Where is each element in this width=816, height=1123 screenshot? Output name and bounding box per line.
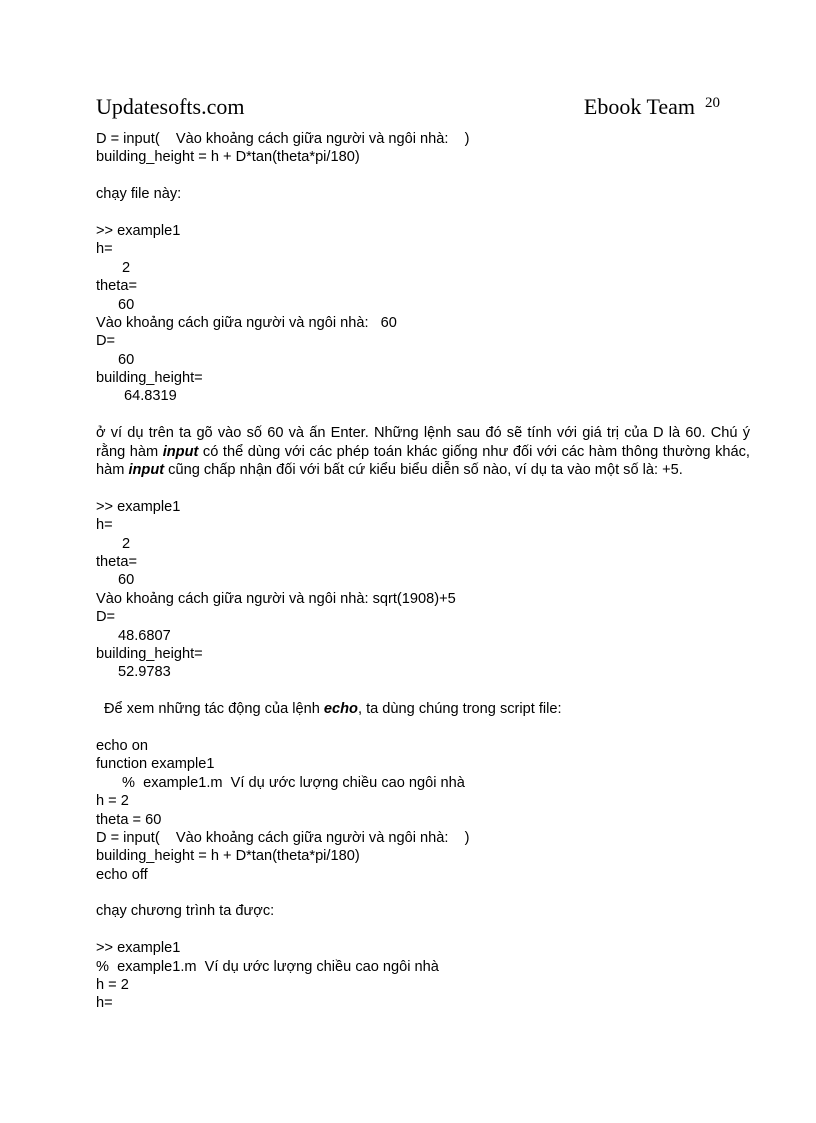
echo-keyword: echo <box>323 701 358 718</box>
run2-h-value: 2 <box>122 535 131 552</box>
run2-command: >> example1 <box>96 498 181 515</box>
run3-h-label: h= <box>96 995 113 1012</box>
script-input-line: D = input( Vào khoảng cách giữa người và ngôi nhà: ) <box>96 829 470 846</box>
run1-d-value: 60 <box>118 351 135 368</box>
script-echo-on: echo on <box>96 737 148 754</box>
code-line-input: D = input( Vào khoảng cách giữa người và ngôi nhà: ) <box>96 131 470 147</box>
run2-building-height-value: 52.9783 <box>118 664 171 681</box>
run1-theta-label: theta= <box>96 278 137 295</box>
run1-h-value: 2 <box>122 259 131 276</box>
run1-h-label: h= <box>96 241 113 258</box>
run1-d-label: D= <box>96 333 116 350</box>
page-number: 20 <box>705 95 720 111</box>
para1-text-3: cũng chấp nhận đối với bất cứ kiểu biểu diễn số nào, ví dụ ta vào một số là: +5. <box>164 462 683 479</box>
para2-text-2: , ta dùng chúng trong script file: <box>357 701 562 718</box>
run3-command: >> example1 <box>96 940 181 957</box>
run3-intro-text: chạy chương trình ta được: <box>96 903 275 920</box>
run2-theta-value: 60 <box>118 572 135 589</box>
run2-d-value: 48.6807 <box>118 627 171 644</box>
script-function-line: function example1 <box>96 756 215 773</box>
run1-prompt: Vào khoảng cách giữa người và ngôi nhà: 60 <box>96 314 397 331</box>
para2-text-1: Để xem những tác động của lệnh <box>104 701 324 718</box>
page-body <box>96 130 750 1013</box>
run3-comment: % example1.m Ví dụ ước lượng chiều cao ngôi nhà <box>96 958 439 975</box>
header-team <box>584 94 720 120</box>
run3-h-line: h = 2 <box>96 977 129 994</box>
input-keyword-2: input <box>128 462 165 479</box>
run2-building-height-label: building_height= <box>96 645 203 662</box>
run1-command: >> example1 <box>96 222 181 239</box>
run1-theta-value: 60 <box>118 296 135 313</box>
script-h-line: h = 2 <box>96 793 129 810</box>
run1-building-height-label: building_height= <box>96 370 203 387</box>
run2-h-label: h= <box>96 517 113 534</box>
run1-building-height-value: 64.8319 <box>124 388 177 405</box>
script-comment-line: % example1.m Ví dụ ước lượng chiều cao ngôi nhà <box>122 774 465 791</box>
script-building-height-line: building_height = h + D*tan(theta*pi/180) <box>96 848 360 865</box>
para1-text-2: có thể dùng với các phép toán khác giống như đối với các hàm thông thường khác, hàm <box>96 443 750 479</box>
run-intro-text: chạy file này: <box>96 186 182 203</box>
para1-text-1: ở ví dụ trên ta gõ vào số 60 và ấn Enter. Những lệnh sau đó sẽ tính với giá trị của D là 60. Chú ý rằng hàm <box>96 425 750 460</box>
header-team-name: Ebook Team <box>583 94 695 119</box>
run2-d-label: D= <box>96 609 116 626</box>
script-theta-line: theta = 60 <box>96 811 162 828</box>
run2-prompt: Vào khoảng cách giữa người và ngôi nhà: sqrt(1908)+5 <box>96 590 456 607</box>
script-echo-off: echo off <box>96 866 148 883</box>
header-site-name: Updatesofts.com <box>96 94 245 119</box>
echo-paragraph <box>96 700 750 718</box>
input-keyword-1: input <box>162 443 199 460</box>
code-line-building-height: building_height = h + D*tan(theta*pi/180) <box>96 149 360 166</box>
run2-theta-label: theta= <box>96 554 137 571</box>
explanation-paragraph <box>96 424 750 479</box>
